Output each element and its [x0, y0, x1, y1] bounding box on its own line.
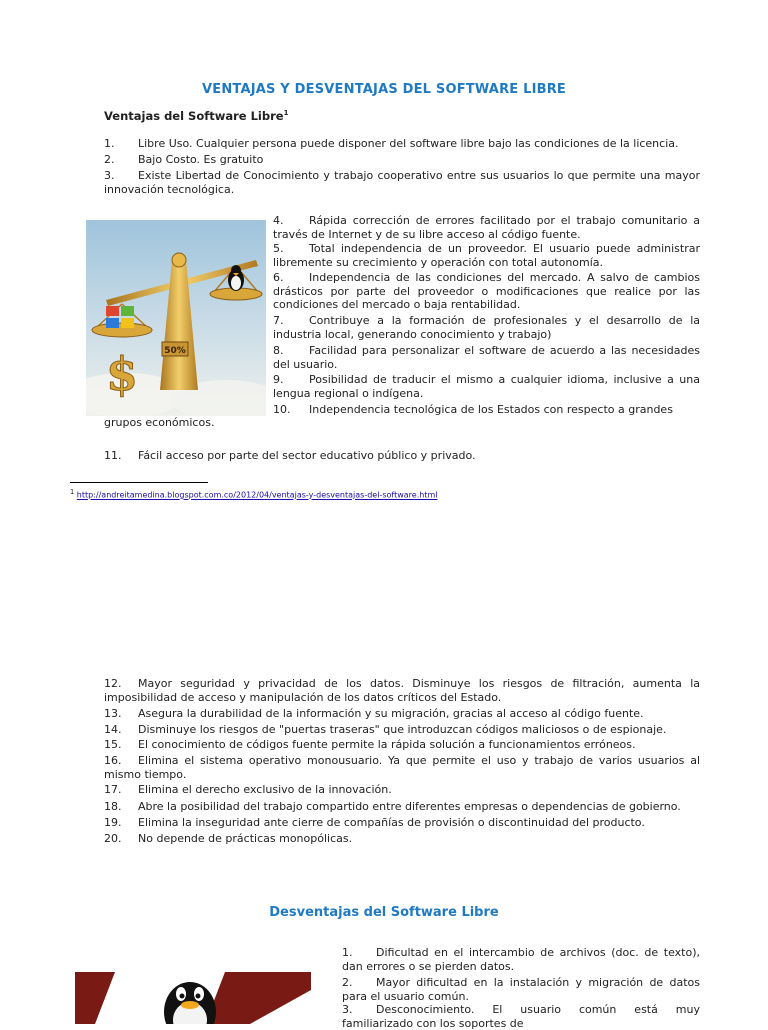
list-item	[342, 946, 700, 973]
item-number: 14.	[104, 723, 122, 736]
scales-image	[86, 220, 266, 416]
list-item	[104, 169, 700, 196]
item-number: 2.	[104, 153, 115, 166]
footnote-ref: 1	[283, 109, 289, 118]
list-item	[273, 403, 700, 417]
item-text: Mayor dificultad en la instalación y migración de datos para el usuario común.	[342, 976, 700, 1003]
item-text: Elimina el derecho exclusivo de la innovación.	[138, 783, 392, 796]
list-item	[273, 314, 700, 341]
item-number: 6.	[273, 271, 284, 284]
item-text: Disminuye los riesgos de "puertas traseras" que introduzcan códigos maliciosos o de espionaje.	[138, 723, 667, 736]
item-text: Facilidad para personalizar el software de acuerdo a las necesidades del usuario.	[273, 344, 700, 371]
item-text: Elimina la inseguridad ante cierre de compañías de provisión o discontinuidad del producto.	[138, 816, 645, 829]
item-number: 1.	[104, 137, 115, 150]
list-item	[342, 976, 700, 1003]
item-number: 12.	[104, 677, 122, 690]
item-text: Asegura la durabilidad de la información y su migración, gracias al acceso al código fuente.	[138, 707, 644, 720]
list-item	[104, 137, 700, 151]
tux-prohibited-graphic	[75, 972, 311, 1024]
item-text: Bajo Costo. Es gratuito	[138, 153, 264, 166]
list-item	[104, 738, 700, 752]
ventajas-heading	[104, 109, 288, 123]
item-text: Independencia de las condiciones del mercado. A salvo de cambios drásticos por parte del proveedor o modificaciones que realice por las condiciones del mercado o baja rentabilidad.	[273, 271, 700, 311]
item-number: 3.	[104, 169, 115, 182]
list-item	[104, 783, 700, 797]
scales-label: 50%	[164, 346, 186, 356]
item-number: 7.	[273, 314, 284, 327]
item-number: 18.	[104, 800, 122, 813]
item-text: Existe Libertad de Conocimiento y trabajo cooperativo entre sus usuarios lo que permite una mayor innovación tecnológica.	[104, 169, 700, 196]
item-number: 11.	[104, 449, 122, 462]
item-number: 15.	[104, 738, 122, 751]
list-item	[104, 832, 700, 846]
item-text: Rápida corrección de errores facilitado por el trabajo comunitario a través de Internet y de su libre acceso al código fuente.	[273, 214, 700, 241]
list-item	[104, 800, 700, 814]
list-item	[273, 242, 700, 269]
list-item	[104, 816, 700, 830]
list-item	[273, 373, 700, 400]
list-item	[104, 723, 700, 737]
item-number: 19.	[104, 816, 122, 829]
item-number: 2.	[342, 976, 353, 989]
item-number: 20.	[104, 832, 122, 845]
item-number: 13.	[104, 707, 122, 720]
item-number: 1.	[342, 946, 353, 959]
list-item	[273, 344, 700, 371]
item-number: 10.	[273, 403, 291, 416]
list-item	[104, 707, 700, 721]
page-title: VENTAJAS Y DESVENTAJAS DEL SOFTWARE LIBRE	[201, 82, 567, 97]
svg-text:$: $	[106, 347, 139, 401]
list-item	[104, 153, 700, 167]
item-text: Fácil acceso por parte del sector educativo público y privado.	[138, 449, 476, 462]
item-number: 9.	[273, 373, 284, 386]
item-text: Mayor seguridad y privacidad de los datos. Disminuye los riesgos de filtración, aumenta la imposibilidad de acceso y manipulación de los datos críticos del Estado.	[104, 677, 700, 704]
list-item	[104, 677, 700, 704]
scales-illustration	[86, 220, 266, 416]
list-item	[104, 449, 700, 463]
footnote-link[interactable]: http://andreitamedina.blogspot.com.co/2012/04/ventajas-y-desventajas-del-software.html	[76, 490, 438, 500]
list-item	[104, 754, 700, 781]
item-number: 5.	[273, 242, 284, 255]
item-number: 3.	[342, 1003, 353, 1016]
footnote-marker: 1	[70, 488, 75, 496]
footnote-separator	[70, 482, 208, 483]
footnote	[70, 488, 437, 500]
item-text: El conocimiento de códigos fuente permite la rápida solución a funcionamientos erróneos.	[138, 738, 636, 751]
item-text: No depende de prácticas monopólicas.	[138, 832, 353, 845]
item-text: Desconocimiento. El usuario común está muy familiarizado con los soportes de	[342, 1003, 700, 1030]
item-text: Elimina el sistema operativo monousuario. Ya que permite el uso y trabajo de varios usuarios al mismo tiempo.	[104, 754, 700, 781]
item-text: Independencia tecnológica de los Estados con respecto a grandes	[309, 403, 673, 416]
list-item	[342, 1003, 700, 1030]
item-text: Posibilidad de traducir el mismo a cualquier idioma, inclusive a una lengua regional o indígena.	[273, 373, 700, 400]
list-item	[273, 271, 700, 312]
item-text: Abre la posibilidad del trabajo compartido entre diferentes empresas o dependencias de gobierno.	[138, 800, 681, 813]
item-number: 17.	[104, 783, 122, 796]
list-item	[273, 214, 700, 241]
item-text: Total independencia de un proveedor. El usuario puede administrar libremente su crecimiento y operación con total autonomía.	[273, 242, 700, 269]
tux-prohibited-image	[75, 972, 311, 1024]
item-text: Contribuye a la formación de profesionales y el desarrollo de la industria local, generando conocimiento y trabajo)	[273, 314, 700, 341]
item-continuation: grupos económicos.	[104, 416, 215, 429]
item-number: 4.	[273, 214, 284, 227]
item-text: Libre Uso. Cualquier persona puede disponer del software libre bajo las condiciones de la licencia.	[138, 137, 679, 150]
item-text: Dificultad en el intercambio de archivos (doc. de texto), dan errores o se pierden datos.	[342, 946, 700, 973]
item-number: 8.	[273, 344, 284, 357]
ventajas-heading-text: Ventajas del Software Libre	[104, 109, 284, 123]
item-number: 16.	[104, 754, 122, 767]
desventajas-heading: Desventajas del Software Libre	[269, 905, 499, 920]
